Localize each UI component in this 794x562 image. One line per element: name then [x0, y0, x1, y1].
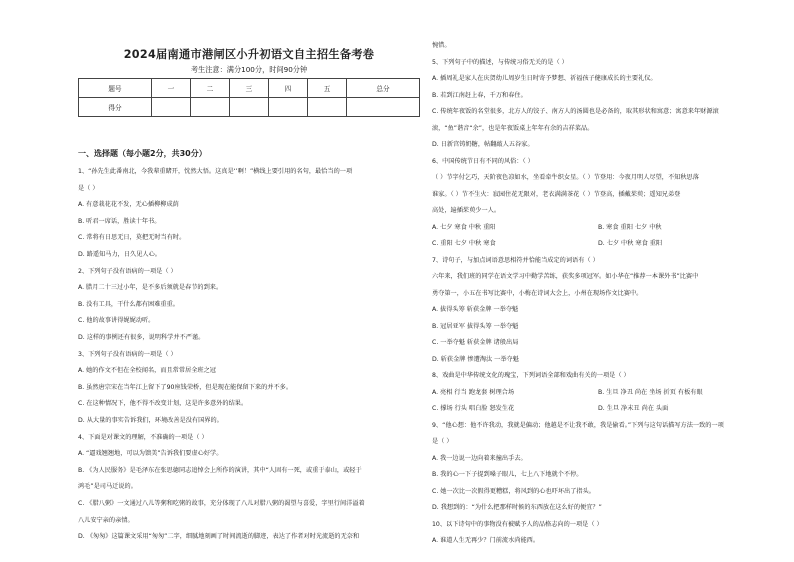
exam-notice: 考生注意：满分100分，时间90分钟 — [190, 65, 308, 74]
option-line: B. 寒食 重阳 七夕 中秋 — [598, 223, 662, 231]
question-line: 谁家。（ ）节不生火：寂园住花无限对，老衣满满茶花（ ）节登高，插戴茱萸；遥知兄弟登 — [432, 190, 681, 198]
question-line: 7、诗句子，与加点词语意思相符并恰能当成定的词语有（ ） — [432, 256, 599, 264]
question-line: 八儿安宁亲的亲情。 — [78, 516, 134, 524]
score-cell: 题号 — [79, 79, 152, 98]
question-line: A. 插周礼是家人在庆贺幼儿周岁生日时寄予梦想、祈福孩子健康成长的主要礼仪。 — [432, 75, 657, 82]
question-line: C. 常将有日思无日，莫把无时当有时。 — [78, 234, 186, 242]
score-cell: 三 — [229, 79, 268, 98]
question-line: A. 亮相 行当 跑龙套 树理合场 — [432, 388, 515, 396]
question-line: C. 她一次比一次假得更糟糕，将风到的心也吓坏出了指头。 — [432, 487, 595, 495]
left-column — [78, 0, 420, 562]
question-line: 1、“孙先生此番南北，今我辈重睹开，忱然大悟。这真是‘’啊！”横线上要引用的名句，最恰当的一项 — [78, 168, 353, 175]
question-line: 4、下面是对课文的理解，不准确的一项是（ ） — [78, 433, 208, 441]
score-row-label: 得分 — [79, 98, 152, 117]
question-line: 勇夺第一，小五在书写比赛中，小梅在诗词大会上，小州在现场作文比赛中。 — [432, 289, 643, 297]
question-line: B. 听君一席话，胜读十年书。 — [78, 217, 161, 225]
score-cell: 一 — [151, 79, 190, 98]
question-line: D. 从大量的事实告诉我们，环境改善是没有国界的。 — [78, 417, 223, 424]
question-line: A. “逼戏翘翘地，可以为馈美”告诉我们要虚心好学。 — [78, 450, 223, 458]
question-line: D. 斩获金牌 惨遭淘汰 一举夺魁 — [432, 355, 519, 363]
question-line: D. 《匆匆》这篇课文采用“匆匆”二字，细腻地刻画了时间流逝的脚迹，表达了作者对时光流逝的无奈和 — [78, 533, 360, 541]
question-line: B. 我的心一下子提到嗓子眼儿，七上八下地就个不停。 — [432, 471, 583, 478]
score-input-cell — [347, 98, 420, 117]
question-line: 8、戏曲是中华传统文化的瑰宝，下列词语全部和戏曲有关的一项是（ ） — [432, 372, 630, 379]
question-line: 高处，遍插茱萸少一人。 — [432, 207, 501, 214]
question-line: 是（ ） — [78, 184, 99, 192]
question-line: D. 日新宫铸奶糖，帖翻敲人五谷家。 — [432, 141, 534, 148]
question-line: A. 腊月二十三过小年，是不多后须就是春节的到来。 — [78, 284, 223, 292]
question-line: 6、中国传统节日有不同的风俗：（ ） — [432, 157, 534, 165]
question-line: B. 没有工具，干什么都有困难重重。 — [78, 300, 179, 308]
score-input-cell — [229, 98, 268, 117]
question-line: （ ）节字付乞巧，天阶夜色凉如水，坐看牵牛织女星。（ ）节登用：今夜月明人尽望，不知秋思落 — [432, 174, 699, 181]
score-input-cell — [151, 98, 190, 117]
question-line: 10、以下诗句中的事物没有被赋予人的品格志向的一项是（ ） — [432, 520, 603, 528]
question-line: 惋惜。 — [432, 42, 451, 49]
option-line: D. 七夕 中秋 寒食 重阳 — [598, 240, 663, 247]
question-line: C. 他的故事讲得娓娓动听。 — [78, 317, 155, 325]
question-line: A. 她的作文不但在全校闻名，而且常常居全班之冠 — [78, 367, 216, 375]
score-table — [78, 78, 420, 117]
question-line: D. 路遥知马力，日久见人心。 — [78, 251, 161, 258]
question-line: 滚，“鱼”谐音“余”，也是年夜饭桌上年年有余的吉祥菜品。 — [432, 124, 594, 132]
question-line: A. 谁道人生无再少？门前流水尚能西。 — [432, 537, 540, 544]
question-line: C. 重阳 七夕 中秋 寒食 — [432, 240, 496, 247]
score-input-cell — [307, 98, 346, 117]
score-cell: 五 — [307, 79, 346, 98]
question-line: A. 有意栽花花不发，无心插柳柳成荫 — [78, 201, 179, 209]
score-cell: 总分 — [347, 79, 420, 98]
option-line: D. 生旦 净末丑 尚在 头面 — [598, 405, 669, 412]
score-input-cell — [268, 98, 307, 117]
page-title: 2024届南通市港闸区小升初语文自主招生备考卷 — [123, 48, 375, 61]
question-line: C. 传统年夜饭的名堂很多，北方人的饺子、南方人的汤圆也是必备的，取其形状和寓意；寓意来年财源滚 — [432, 108, 719, 115]
question-line: D. 我想到的：“为什么把那样时候的东西放在这么好的便宜？” — [432, 504, 602, 511]
question-line: C. 在这种情况下，他不得不改变计划，这是许多意外的结果。 — [78, 400, 248, 408]
question-line: C. 《腊八粥》一文通过八儿等粥和吃粥的故事，充分体现了八儿对腊八粥的渴望与喜爱，字里行间洋溢着 — [78, 500, 365, 507]
section-heading: 一、选择题（每小题2分，共30分） — [78, 149, 207, 158]
question-line: 9、“他心想：他不许我动，我就是偏动；他越是不让我不敢，我是偷看。”下列与这句话描写方法一致的一项 — [432, 421, 724, 429]
question-line: B. 若到江南赶上春，千万和春住。 — [432, 91, 527, 99]
question-line: 3、下列句子没有语病的一项是（ ） — [78, 350, 177, 358]
question-line: 鸿毛”是司马迁说的。 — [78, 483, 137, 491]
question-line: A. 我一边说一边向着来撞出手去。 — [432, 454, 527, 462]
question-line: B. 《为人民服务》是毛泽东在张思德同志追悼会上所作的演讲，其中“人固有一死，或重于泰山，或轻于 — [78, 466, 362, 474]
question-line: 是（ ） — [432, 438, 453, 445]
question-line: A. 七夕 寒食 中秋 重阳 — [432, 223, 496, 231]
question-line: B. 冠居亚军 拔得头筹 一举夺魁 — [432, 322, 519, 330]
question-line: A. 拔得头筹 斩获金牌 一举夺魁 — [432, 306, 519, 313]
question-line: B. 虽然唐宗宋在当年江上留下了90座钱荣桥，但是现在能保留下来的并不多。 — [78, 383, 293, 391]
score-table-score-row — [79, 98, 420, 117]
right-column — [432, 0, 732, 562]
score-cell: 二 — [190, 79, 229, 98]
question-line: D. 这样的事例还有很多，说明科学并不严谨。 — [78, 334, 205, 341]
option-line: B. 生旦 净丑 尚在 坐场 折页 有板有眼 — [598, 388, 703, 396]
question-line: 六年来，我们班的同学在语文学习中勤学苦练，获奖多项冠军。如小华在“推荐一本课外书”比赛中 — [432, 273, 699, 280]
question-line: 2、下列句子没有语病的一项是（ ） — [78, 267, 177, 275]
score-cell: 四 — [268, 79, 307, 98]
question-line: 5、下列句子中的描述，与传统习俗无关的是（ ） — [432, 58, 568, 66]
question-line: C. 一举夺魁 斩获金牌 诸般出局 — [432, 339, 519, 346]
score-table-header-row — [79, 79, 420, 98]
question-line: C. 撑场 行头 唱白脸 怒发生花 — [432, 405, 515, 412]
score-input-cell — [190, 98, 229, 117]
